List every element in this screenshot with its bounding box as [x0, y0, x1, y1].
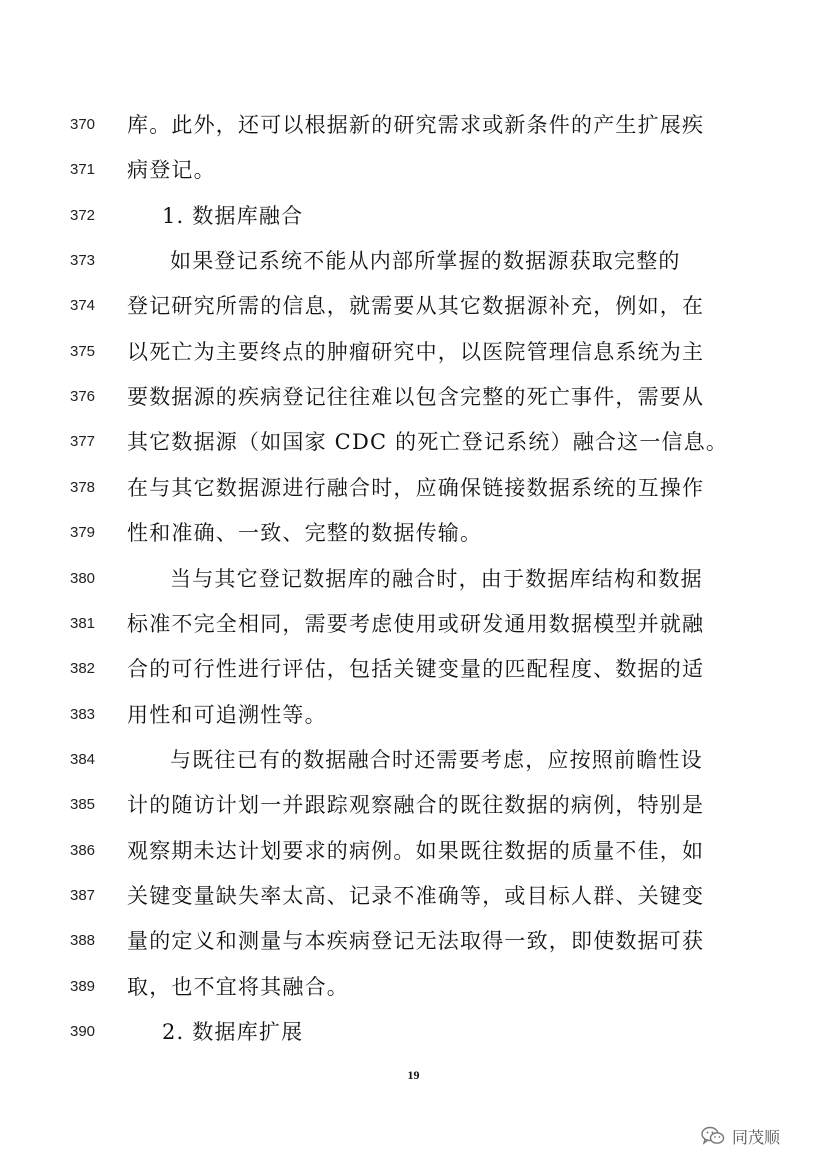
text-line — [0, 248, 827, 278]
line-number: 389 — [70, 977, 96, 995]
text-line — [0, 157, 827, 187]
line-text: 取，也不宜将其融合。 — [127, 974, 349, 999]
text-line — [0, 702, 827, 732]
text-line — [0, 883, 827, 913]
line-number: 374 — [70, 297, 96, 315]
line-text: 与既往已有的数据融合时还需要考虑，应按照前瞻性设 — [170, 747, 703, 772]
text-line — [0, 838, 827, 868]
line-number: 371 — [70, 161, 96, 179]
line-text: 量的定义和测量与本疾病登记无法取得一致，即使数据可获 — [127, 929, 705, 954]
line-number: 388 — [70, 932, 96, 950]
text-line — [0, 792, 827, 822]
line-number: 383 — [70, 705, 96, 723]
wechat-icon — [700, 1123, 726, 1149]
line-text: 用性和可追溯性等。 — [127, 702, 327, 727]
line-text: 在与其它数据源进行融合时，应确保链接数据系统的互操作 — [127, 475, 705, 500]
line-number: 373 — [70, 252, 96, 270]
text-line — [0, 429, 827, 459]
line-text: 合的可行性进行评估，包括关键变量的匹配程度、数据的适 — [127, 657, 705, 682]
line-number: 375 — [70, 342, 96, 360]
line-number: 390 — [70, 1023, 96, 1040]
text-line — [0, 203, 827, 233]
line-text: 如果登记系统不能从内部所掌握的数据源获取完整的 — [170, 249, 681, 274]
text-line — [0, 112, 827, 142]
line-text: 标准不完全相同，需要考虑使用或研发通用数据模型并就融 — [127, 611, 705, 636]
text-line — [0, 747, 827, 777]
text-line — [0, 520, 827, 550]
line-text: 登记研究所需的信息，就需要从其它数据源补充，例如，在 — [127, 294, 705, 319]
line-number: 386 — [70, 841, 96, 859]
text-line — [0, 475, 827, 505]
line-number: 382 — [70, 660, 96, 678]
line-number: 385 — [70, 796, 96, 814]
line-number: 378 — [70, 478, 96, 496]
text-line — [0, 928, 827, 958]
page-number: 19 — [407, 1068, 420, 1082]
watermark — [700, 1122, 780, 1150]
text-line — [0, 339, 827, 369]
watermark-text: 同茂顺 — [732, 1127, 781, 1147]
line-text: 要数据源的疾病登记往往难以包含完整的死亡事件，需要从 — [127, 385, 705, 410]
line-number: 381 — [70, 614, 96, 632]
line-text: 性和准确、一致、完整的数据传输。 — [127, 521, 483, 546]
section-heading: 2. 数据库扩展 — [162, 1020, 304, 1044]
line-number: 384 — [70, 750, 96, 768]
line-text: 库。此外，还可以根据新的研究需求或新条件的产生扩展疾 — [127, 113, 705, 137]
line-number: 377 — [70, 433, 96, 451]
text-line — [0, 1019, 827, 1049]
line-text: 观察期未达计划要求的病例。如果既往数据的质量不佳，如 — [127, 838, 705, 863]
line-number: 376 — [70, 388, 96, 406]
line-number: 387 — [70, 886, 96, 904]
text-line — [0, 974, 827, 1004]
line-text: 其它数据源（如国家 CDC 的死亡登记系统）融合这一信息。 — [127, 430, 729, 455]
line-number: 380 — [70, 569, 96, 587]
line-text: 关键变量缺失率太高、记录不准确等，或目标人群、关键变 — [127, 883, 705, 908]
line-text: 以死亡为主要终点的肿瘤研究中，以医院管理信息系统为主 — [127, 339, 705, 364]
text-line — [0, 566, 827, 596]
line-text: 计的随访计划一并跟踪观察融合的既往数据的病例，特别是 — [127, 793, 705, 818]
text-line — [0, 656, 827, 686]
text-line — [0, 293, 827, 323]
line-text: 病登记。 — [127, 158, 216, 183]
line-number: 372 — [70, 206, 96, 224]
text-line — [0, 384, 827, 414]
text-line — [0, 611, 827, 641]
line-text: 当与其它登记数据库的融合时，由于数据库结构和数据 — [170, 566, 703, 591]
line-number: 370 — [70, 116, 96, 133]
section-heading: 1. 数据库融合 — [162, 203, 304, 228]
line-number: 379 — [70, 524, 96, 542]
